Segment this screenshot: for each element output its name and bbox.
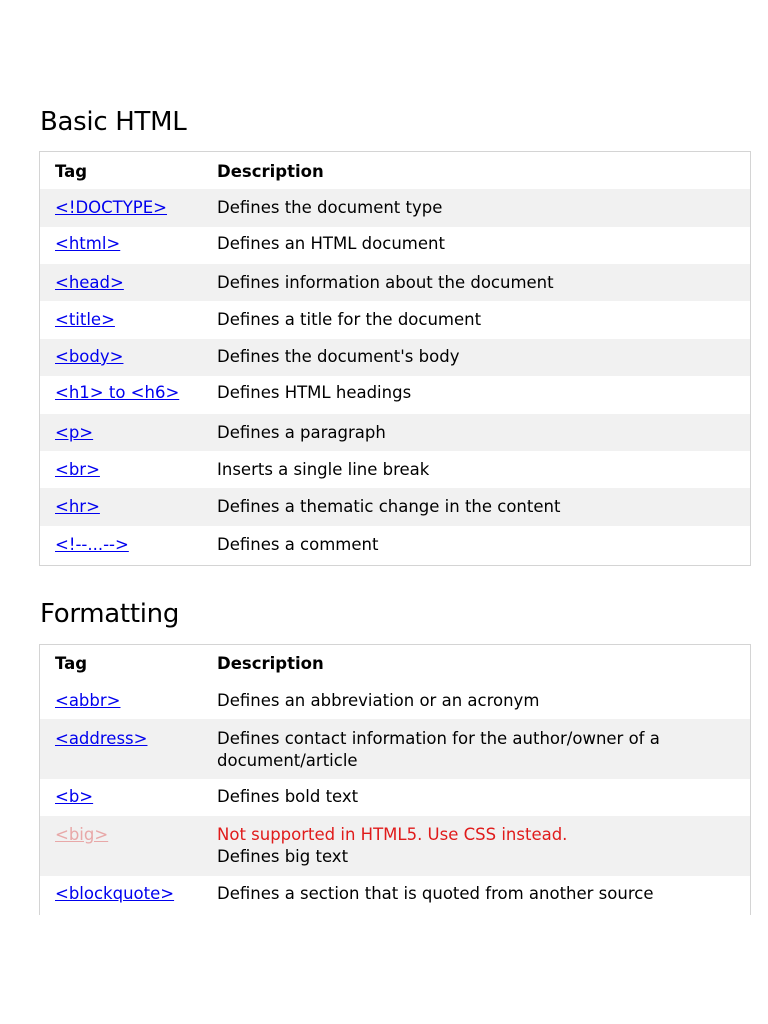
table-row (40, 451, 750, 488)
tag-description-text: Defines big text (217, 847, 349, 866)
tag-link-address[interactable]: <address> (55, 729, 148, 748)
tag-description: Defines the document type (217, 198, 443, 217)
table-row (40, 876, 750, 916)
tag-link-br[interactable]: <br> (55, 460, 100, 479)
tag-link-html[interactable]: <html> (55, 234, 121, 253)
tag-link-hr[interactable]: <hr> (55, 497, 100, 516)
table-row (40, 376, 750, 414)
tag-link-b[interactable]: <b> (55, 787, 94, 806)
table-row (40, 339, 750, 376)
column-header-description: Description (217, 654, 324, 673)
tag-link-body[interactable]: <body> (55, 347, 124, 366)
table-row (40, 264, 750, 301)
tag-description: Defines bold text (217, 787, 359, 806)
tag-link-big-deprecated[interactable]: <big> (55, 825, 109, 844)
table-row (40, 414, 750, 451)
tag-link-p[interactable]: <p> (55, 423, 94, 442)
tag-link-head[interactable]: <head> (55, 273, 124, 292)
table-row (40, 719, 750, 779)
table-row (40, 816, 750, 876)
tag-description: Defines contact information for the author/owner of a document/article (217, 729, 660, 770)
tag-link-comment[interactable]: <!--...--> (55, 535, 129, 554)
table-row (40, 189, 750, 227)
tag-link-abbr[interactable]: <abbr> (55, 691, 121, 710)
tag-description: Defines a thematic change in the content (217, 497, 561, 516)
tag-description: Defines HTML headings (217, 383, 412, 402)
tag-link-title[interactable]: <title> (55, 310, 115, 329)
column-header-tag: Tag (55, 162, 88, 181)
column-header-description: Description (217, 162, 324, 181)
tag-description: Defines an HTML document (217, 234, 445, 253)
tag-description: Defines a comment (217, 535, 379, 554)
tag-link-doctype[interactable]: <!DOCTYPE> (55, 198, 168, 217)
tag-description: Defines a section that is quoted from another source (217, 884, 654, 903)
table-row (40, 681, 750, 719)
deprecation-warning: Not supported in HTML5. Use CSS instead. (217, 825, 568, 844)
section-title-formatting: Formatting (40, 599, 180, 629)
tag-link-blockquote[interactable]: <blockquote> (55, 884, 175, 903)
section-title-basic-html: Basic HTML (40, 107, 187, 137)
tag-description: Defines information about the document (217, 273, 554, 292)
table-row (40, 227, 750, 264)
table-header-row (40, 152, 750, 189)
tag-link-headings[interactable]: <h1> to <h6> (55, 383, 180, 402)
table-row (40, 526, 750, 563)
tag-description: Defines the document's body (217, 347, 460, 366)
tag-description: Defines an abbreviation or an acronym (217, 691, 540, 710)
column-header-tag: Tag (55, 654, 88, 673)
tag-description (217, 824, 750, 868)
table-row (40, 488, 750, 526)
tag-description: Defines a title for the document (217, 310, 482, 329)
table-row (40, 301, 750, 339)
table-row (40, 779, 750, 816)
basic-html-table (39, 151, 751, 566)
table-header-row (40, 645, 750, 681)
formatting-table (39, 644, 751, 915)
tag-description: Defines a paragraph (217, 423, 386, 442)
tag-description: Inserts a single line break (217, 460, 430, 479)
